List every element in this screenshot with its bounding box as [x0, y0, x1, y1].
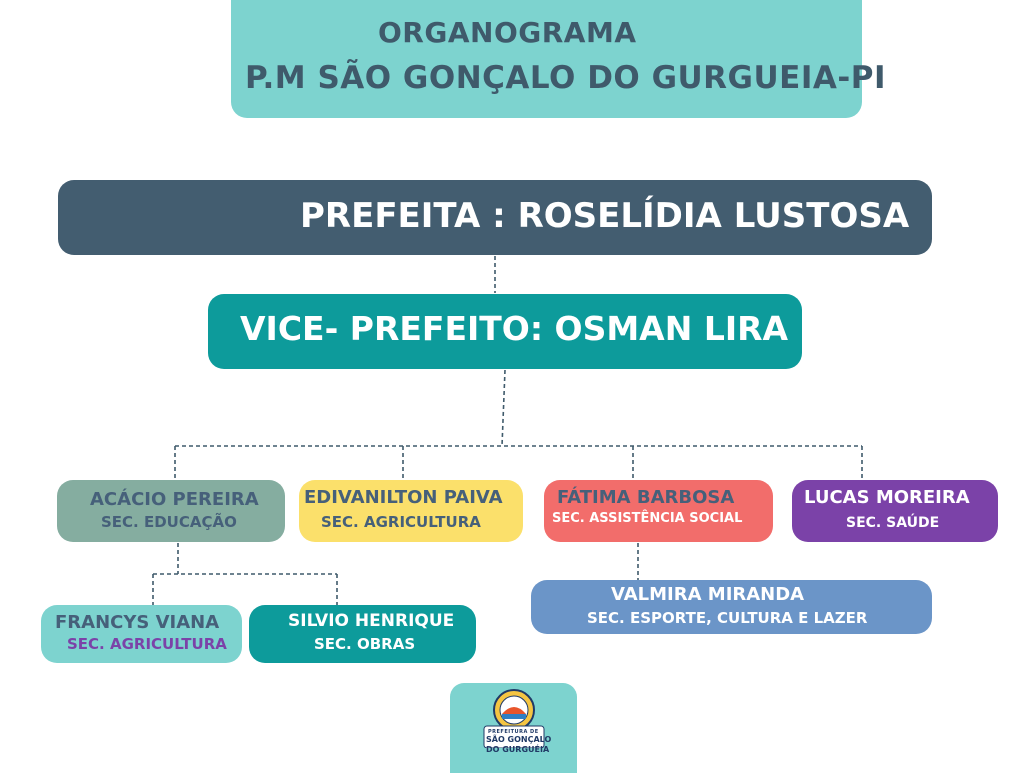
- sub-secretary-name: SILVIO HENRIQUE: [288, 611, 455, 631]
- secretary-role: SEC. AGRICULTURA: [321, 513, 481, 531]
- sub-secretary-role: SEC. AGRICULTURA: [67, 635, 227, 653]
- sub-secretary-name: VALMIRA MIRANDA: [611, 584, 805, 605]
- sub-secretary-name: FRANCYS VIANA: [55, 612, 220, 633]
- mayor-label: PREFEITA : ROSELÍDIA LUSTOSA: [300, 196, 910, 236]
- page-title: ORGANOGRAMA: [378, 16, 637, 49]
- sub-secretary-role: SEC. ESPORTE, CULTURA E LAZER: [587, 609, 868, 627]
- secretary-role: SEC. SAÚDE: [846, 515, 940, 531]
- sub-secretary-role: SEC. OBRAS: [314, 635, 416, 653]
- secretary-name: LUCAS MOREIRA: [804, 487, 970, 508]
- logo-text: PREFEITURA DE: [488, 729, 539, 735]
- secretary-role: SEC. ASSISTÊNCIA SOCIAL: [552, 511, 743, 526]
- logo-text: SÃO GONÇALO: [486, 735, 552, 744]
- secretary-name: FÁTIMA BARBOSA: [557, 487, 735, 508]
- secretary-name: ACÁCIO PEREIRA: [90, 489, 259, 510]
- connector-vice-down: [502, 370, 505, 446]
- logo-text: DO GURGUÉIA: [486, 745, 550, 754]
- vice-mayor-label: VICE- PREFEITO: OSMAN LIRA: [240, 309, 789, 348]
- secretary-role: SEC. EDUCAÇÃO: [101, 513, 237, 531]
- page-subtitle: P.M SÃO GONÇALO DO GURGUEIA-PI: [245, 60, 886, 96]
- secretary-name: EDIVANILTON PAIVA: [304, 487, 503, 508]
